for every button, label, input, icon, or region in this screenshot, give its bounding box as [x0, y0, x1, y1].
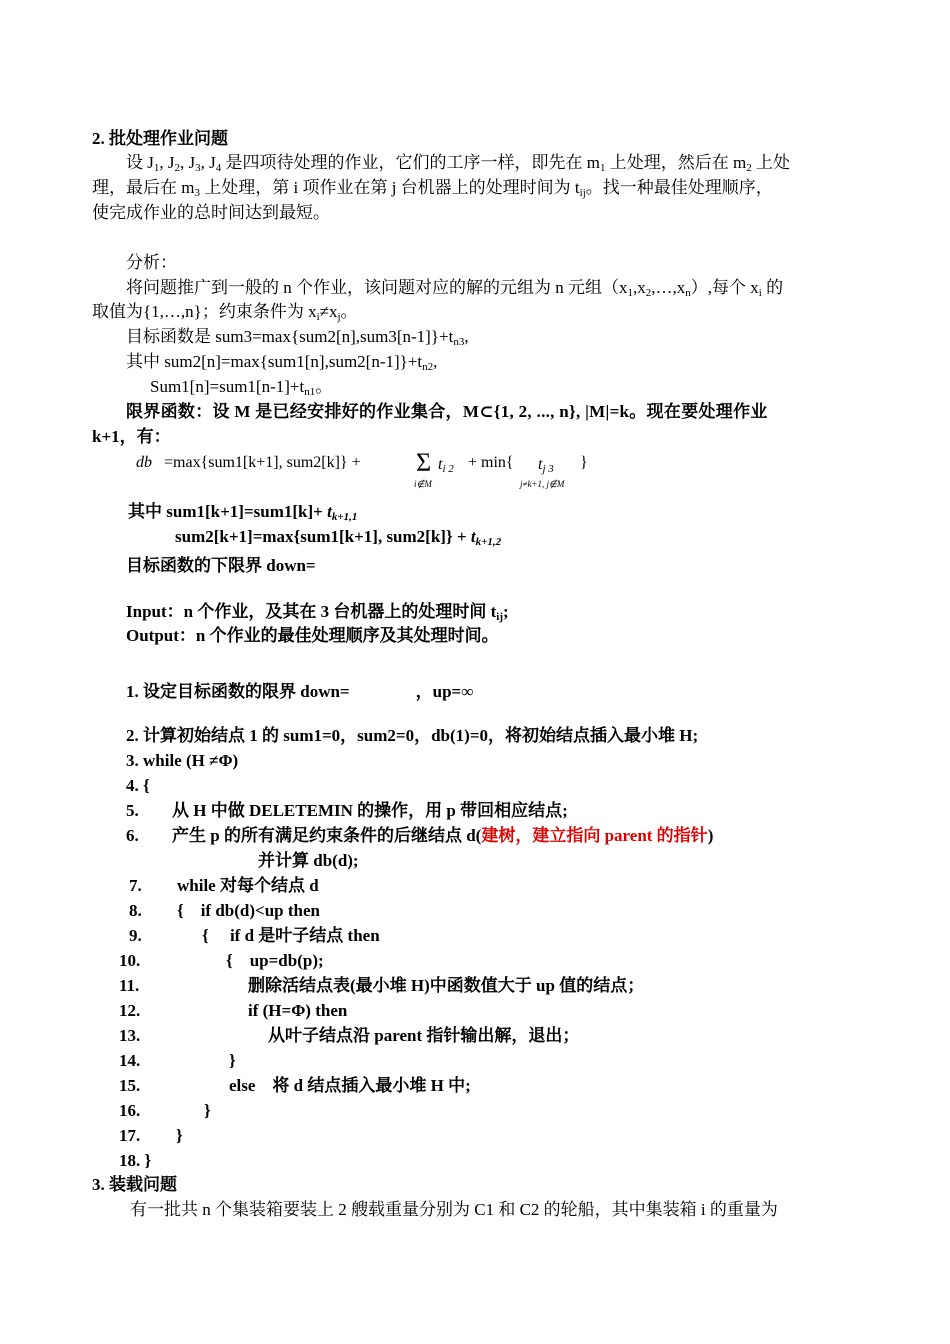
lower-bound-line	[126, 555, 350, 577]
step-8: { if db(d)<up then	[177, 901, 320, 920]
section-3-title: 3. 装载问题	[92, 1175, 177, 1194]
step-13-number: 13.	[119, 1026, 141, 1045]
step-15-number: 15.	[119, 1076, 141, 1095]
step-14: }	[229, 1051, 236, 1070]
step-10: { up=db(p);	[226, 951, 324, 970]
output-line: Output：n 个作业的最佳处理顺序及其处理时间。	[126, 626, 499, 645]
paragraph-line: 设 $J_1$, $J_2$, $J_3$, $J_4$ 是四项待处理的作业，它们的工序一样，即先在 $m_1$ 上处理，然后在 $m_2$ 上处	[126, 153, 790, 174]
paragraph-line: 理，最后在 $m_3$ 上处理，第 i 项作业在第 j 台机器上的处理时间为 $t_{ij}$。找一种最佳处理顺序，	[92, 178, 773, 199]
step-4: 4. {	[126, 776, 150, 795]
step-14-number: 14.	[119, 1051, 141, 1070]
step-12: if (H=Φ) then	[248, 1001, 348, 1020]
step-6-continued: 并计算 db(d);	[258, 851, 359, 870]
step-3: 3. while (H ≠Φ)	[126, 751, 239, 770]
step-17-number: 17.	[119, 1126, 141, 1145]
where-line: sum2[k+1]=max{sum1[k+1], $sum2[k]\} + t_{k+1,2}$	[175, 527, 502, 548]
step-8-number: 8.	[129, 901, 142, 920]
step-5-number: 5.	[126, 801, 139, 820]
step-18: 18. }	[119, 1151, 152, 1170]
sum1-definition: $Sum1[n]=sum1[n-1]+t_{n1}$。	[150, 377, 333, 398]
analysis-label: 分析：	[126, 253, 177, 272]
step-6-highlight: 建树，建立指向 parent 的指针	[481, 826, 708, 845]
bound-function-line: 限界函数：设 M 是已经安排好的作业集合，M⊂{1, 2, ..., n}, |M|=k。现在要处理作业	[126, 402, 768, 421]
section-title	[92, 1174, 177, 1196]
bound-function-line: k+1，有：	[92, 427, 171, 446]
step-7: while 对每个结点 d	[177, 876, 319, 895]
step-9: { if d 是叶子结点 then	[202, 926, 380, 945]
sum2-definition: 其中 $sum2[n]=\max\{sum1[n],sum2[n-1]\}+t_{n2}$,	[126, 352, 438, 373]
step-15: else 将 d 结点插入最小堆 H 中;	[229, 1076, 471, 1095]
step-13: 从叶子结点沿 parent 指针输出解，退出；	[268, 1026, 580, 1045]
formula-subscript: i∉M	[414, 479, 432, 489]
step-7-number: 7.	[129, 876, 142, 895]
step-6-text: 产生 p 的所有满足约束条件的后继结点 d(	[172, 826, 482, 845]
formula-subscript: j≠k+1, j∉M	[520, 479, 565, 489]
input-line: Input：n 个作业，及其在 3 台机器上的处理时间 $t_{ij}$;	[126, 602, 509, 623]
step-10-number: 10.	[119, 951, 141, 970]
step-9-number: 9.	[129, 926, 142, 945]
section-title	[92, 128, 228, 150]
step-11: 删除活结点表(最小堆 H)中函数值大于 up 值的结点；	[248, 976, 645, 995]
step-1-up: ，up=∞	[415, 682, 474, 701]
step-12-number: 12.	[119, 1001, 141, 1020]
step-16: }	[204, 1101, 211, 1120]
step-2: 2. 计算初始结点 1 的 sum1=0，sum2=0，db(1)=0，将初始结点插入最小堆 H;	[126, 726, 699, 745]
paragraph-line: 有一批共 n 个集装箱要装上 2 艘载重量分别为 C1 和 C2 的轮船，其中集装箱 i 的重量为	[130, 1200, 778, 1219]
section-2-title: 2. 批处理作业问题	[92, 129, 228, 148]
objective-function: 目标函数是 $sum3=\max\{sum2[n],sum3[n-1]\}+t_{n3}$,	[126, 327, 469, 348]
step-6-number: 6.	[126, 826, 139, 845]
step-17: }	[176, 1126, 183, 1145]
down-formula-image	[350, 683, 416, 703]
lower-bound-label: 目标函数的下限界 down=	[126, 556, 316, 575]
paragraph-line: 将问题推广到一般的 n 个作业，该问题对应的解的元组为 n 元组$(x_1,x_2,\dots,x_n)$,每个 $x_i$ 的	[126, 278, 784, 299]
step-16-number: 16.	[119, 1101, 141, 1120]
step-1-text: 1. 设定目标函数的限界 down=	[126, 682, 350, 701]
paragraph-line: 使完成作业的总时间达到最短。	[92, 203, 330, 222]
paragraph-line: 取值为{1,…,n}；约束条件为 $x_i\ne x_j$。	[92, 302, 358, 323]
where-line: 其中 $sum1[k+1]=sum1[k]+ t_{k+1,1}$	[128, 502, 358, 523]
bound-formula: db =max{sum1[k+1], sum2[k]} + Σ $t_{i 2}$ + min{ $t_{j 3}$ } i∉M j≠k+1, j∉M	[136, 448, 588, 489]
step-6	[172, 825, 713, 847]
step-11-number: 11.	[119, 976, 140, 995]
step-5: 从 H 中做 DELETEMIN 的操作，用 p 带回相应结点;	[172, 801, 568, 820]
step-1	[126, 681, 473, 703]
lower-bound-formula-image	[316, 557, 350, 577]
step-6-end: )	[707, 826, 714, 845]
